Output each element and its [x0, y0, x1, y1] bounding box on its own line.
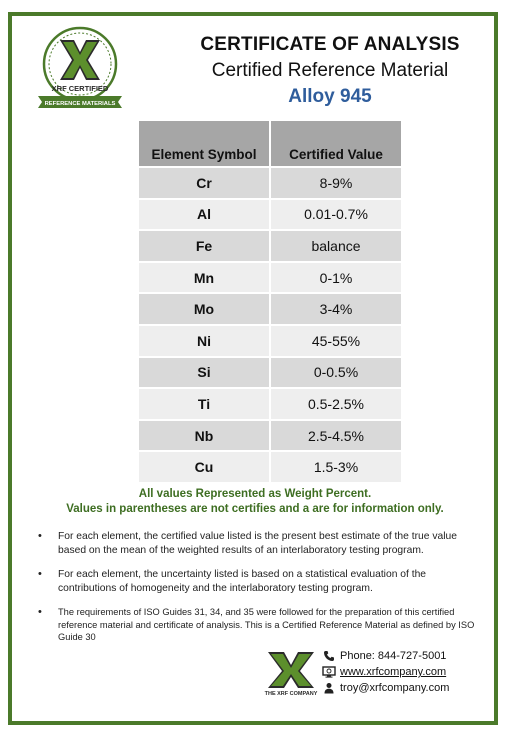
- phone-number: Phone: 844-727-5001: [340, 650, 447, 662]
- weight-percent-note: [20, 487, 490, 517]
- website-link[interactable]: www.xrfcompany.com: [340, 666, 447, 678]
- table-row: [139, 293, 401, 325]
- person-icon: [322, 682, 336, 694]
- certified-value: balance: [270, 230, 401, 262]
- certified-value: 3-4%: [270, 293, 401, 325]
- element-symbol: Fe: [139, 230, 270, 262]
- contact-info: [322, 648, 449, 696]
- monitor-icon: [322, 666, 336, 678]
- certified-value: 0.01-0.7%: [270, 199, 401, 231]
- product-name: Alloy 945: [288, 86, 372, 107]
- element-symbol: Cr: [139, 167, 270, 199]
- table-row: [139, 262, 401, 294]
- email-row: [322, 680, 449, 696]
- element-symbol: Mo: [139, 293, 270, 325]
- svg-text:XRF CERTIFIED: XRF CERTIFIED: [51, 84, 109, 93]
- table-row: [139, 167, 401, 199]
- certified-value: 0-1%: [270, 262, 401, 294]
- phone-icon: [322, 650, 336, 662]
- table-row: [139, 451, 401, 482]
- table-row: [139, 325, 401, 357]
- certified-value: 0.5-2.5%: [270, 388, 401, 420]
- element-symbol: Ti: [139, 388, 270, 420]
- document-subtitle: Certified Reference Material: [211, 60, 449, 81]
- certified-values-table: [139, 121, 401, 482]
- element-symbol: Cu: [139, 451, 270, 482]
- element-symbol: Si: [139, 357, 270, 389]
- certified-value: 45-55%: [270, 325, 401, 357]
- list-item: • The requirements of ISO Guides 31, 34, and 35 were followed for the preparation of this certified reference material and certificate of analysis. This is a Certified Reference Material as defined by ISO Guide 30: [38, 606, 478, 644]
- certification-notes-list: [38, 530, 478, 655]
- svg-text:REFERENCE MATERIALS: REFERENCE MATERIALS: [44, 101, 116, 107]
- certified-value: 0-0.5%: [270, 357, 401, 389]
- table-row: [139, 388, 401, 420]
- list-item: • For each element, the certified value listed is the present best estimate of the true value based on the mean of the weighted results of an interlaboratory testing program.: [38, 530, 478, 557]
- company-logo-text: THE XRF COMPANY: [264, 691, 318, 696]
- note-line-2: Values in parentheses are not certifies and a are for information only.: [66, 503, 444, 515]
- xrf-certified-badge-icon: [30, 22, 130, 114]
- certified-value: 8-9%: [270, 167, 401, 199]
- element-symbol: Ni: [139, 325, 270, 357]
- column-header-certified-value: Certified Value: [270, 121, 401, 167]
- website-row: [322, 664, 449, 680]
- element-symbol: Nb: [139, 420, 270, 452]
- element-symbol: Mn: [139, 262, 270, 294]
- document-title: CERTIFICATE OF ANALYSIS: [200, 34, 460, 55]
- table-row: [139, 420, 401, 452]
- element-symbol: Al: [139, 199, 270, 231]
- title-block: [180, 34, 480, 108]
- table-row: [139, 199, 401, 231]
- email-address[interactable]: troy@xrfcompany.com: [340, 682, 450, 694]
- table-row: [139, 357, 401, 389]
- list-item: • For each element, the uncertainty listed is based on a statistical evaluation of the contributions of homogeneity and the interlaboratory testing program.: [38, 568, 478, 595]
- column-header-element-symbol: Element Symbol: [139, 121, 270, 167]
- note-line-1: All values Represented as Weight Percent.: [138, 488, 372, 500]
- phone-row: [322, 648, 449, 664]
- table-row: [139, 230, 401, 262]
- certified-value: 1.5-3%: [270, 451, 401, 482]
- certified-value: 2.5-4.5%: [270, 420, 401, 452]
- xrf-company-logo-icon: [262, 650, 320, 696]
